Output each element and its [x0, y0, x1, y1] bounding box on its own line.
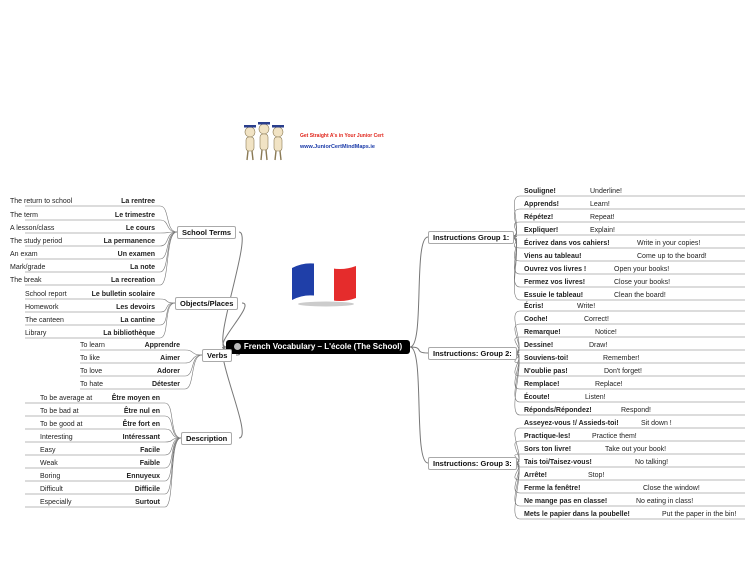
french-term: Adorer — [157, 368, 180, 375]
leaf-line — [514, 350, 587, 353]
english-meaning: An exam — [10, 251, 38, 258]
english-meaning: Mark/grade — [10, 264, 46, 271]
english-meaning: To be average at — [40, 395, 93, 402]
english-meaning: Stop! — [588, 472, 605, 479]
french-term: Faible — [139, 460, 160, 467]
french-term: Être fort en — [122, 421, 160, 428]
english-meaning: The canteen — [25, 317, 64, 324]
english-meaning: Close your books! — [614, 279, 671, 286]
french-term: Les devoirs — [116, 304, 155, 311]
english-meaning: The return to school — [10, 198, 73, 205]
english-meaning: Explain! — [590, 227, 615, 234]
french-term: Remplace! — [524, 381, 560, 388]
english-meaning: No eating in class! — [636, 498, 694, 505]
english-meaning: Draw! — [589, 342, 608, 349]
branch-node-description[interactable]: Description — [181, 432, 232, 445]
french-term: Arrête! — [524, 472, 547, 479]
trunk-line — [223, 232, 242, 347]
english-meaning: Correct! — [584, 316, 609, 323]
english-meaning: Boring — [40, 473, 61, 480]
central-topic-label: French Vocabulary – L'école (The School) — [243, 342, 403, 351]
french-term: Mets le papier dans la poubelle! — [524, 511, 630, 518]
french-term: Souligne! — [524, 188, 556, 195]
french-term: La rentree — [121, 198, 155, 205]
branch-node-instructions-3[interactable]: Instructions: Group 3: — [428, 457, 517, 470]
french-term: La recreation — [111, 277, 155, 284]
english-meaning: Write in your copies! — [637, 240, 701, 247]
trunk-line — [410, 347, 428, 463]
french-term: Ennuyeux — [126, 473, 160, 480]
french-term: Viens au tableau! — [524, 253, 582, 260]
english-meaning: Open your books! — [614, 266, 670, 273]
english-meaning: School report — [25, 291, 67, 298]
english-meaning: Homework — [25, 304, 59, 311]
french-term: Tais toi/Taisez-vous! — [524, 459, 592, 466]
french-term: Essuie le tableau! — [524, 292, 584, 299]
french-term: Aimer — [160, 355, 180, 362]
french-term: La permanence — [103, 238, 155, 245]
english-meaning: Underline! — [590, 188, 622, 195]
french-term: Remarque! — [524, 329, 561, 336]
leaf-line — [511, 235, 588, 237]
branch-node-instructions-1[interactable]: Instructions Group 1: — [428, 231, 514, 244]
english-meaning: To be good at — [40, 421, 83, 428]
french-term: Dessine! — [524, 342, 554, 349]
french-term: Ouvrez vos livres ! — [524, 266, 587, 273]
french-term: Practique-les! — [524, 433, 571, 440]
french-term: La bibliothèque — [103, 330, 155, 337]
french-term: Être nul en — [123, 408, 160, 415]
english-meaning: Take out your book! — [605, 446, 667, 453]
english-meaning: Clean the board! — [614, 292, 666, 299]
logo-url[interactable]: www.JuniorCertMindMaps.ie — [300, 144, 375, 150]
french-term: Le trimestre — [114, 212, 155, 219]
french-term: Le cours — [125, 225, 155, 232]
english-meaning: To hate — [80, 381, 103, 388]
french-term: Écrivez dans vos cahiers! — [524, 240, 610, 247]
english-meaning: Library — [25, 330, 47, 337]
english-meaning: Easy — [40, 447, 56, 454]
french-term: Souviens-toi! — [524, 355, 569, 362]
french-flag-icon — [288, 258, 360, 308]
english-meaning: To learn — [80, 342, 105, 349]
english-meaning: Put the paper in the bin! — [662, 511, 737, 518]
french-term: Sors ton livre! — [524, 446, 572, 453]
english-meaning: Notice! — [595, 329, 617, 336]
french-term: Détester — [151, 381, 180, 388]
english-meaning: Learn! — [590, 201, 610, 208]
english-meaning: To like — [80, 355, 100, 362]
french-term: Apprends! — [524, 201, 559, 208]
french-term: Difficile — [134, 486, 160, 493]
english-meaning: The break — [10, 277, 42, 284]
french-term: Facile — [140, 447, 160, 454]
french-term: Coche! — [524, 316, 548, 323]
branch-node-objects-places[interactable]: Objects/Places — [175, 297, 238, 310]
english-meaning: The study period — [10, 238, 63, 245]
french-term: Ferme la fenêtre! — [524, 485, 581, 492]
french-term: Écoute! — [524, 394, 550, 401]
english-meaning: Don't forget! — [604, 368, 642, 375]
english-meaning: To be bad at — [40, 408, 79, 415]
english-meaning: Replace! — [595, 381, 623, 388]
french-term: Intéressant — [122, 434, 160, 441]
branch-node-school-terms[interactable]: School Terms — [177, 226, 236, 239]
french-term: Être moyen en — [111, 395, 160, 402]
english-meaning: Practice them! — [592, 433, 637, 440]
french-term: Apprendre — [144, 342, 180, 349]
english-meaning: Come up to the board! — [637, 253, 707, 260]
french-term: Expliquer! — [524, 227, 559, 234]
english-meaning: Interesting — [40, 434, 73, 441]
english-meaning: Difficult — [40, 486, 63, 493]
french-term: Surtout — [135, 499, 160, 506]
english-meaning: Especially — [40, 499, 72, 506]
cartoon-students-icon — [238, 120, 298, 162]
english-meaning: Sit down ! — [641, 420, 672, 427]
branch-node-verbs[interactable]: Verbs — [202, 349, 232, 362]
english-meaning: To love — [80, 368, 103, 375]
french-term: Fermez vos livres! — [524, 279, 586, 286]
english-meaning: Weak — [40, 460, 58, 467]
logo — [238, 120, 408, 162]
english-meaning: Write! — [577, 303, 596, 310]
french-term: Réponds/Répondez! — [524, 407, 592, 414]
english-meaning: Remember! — [603, 355, 640, 362]
trunk-line — [410, 237, 428, 347]
english-meaning: The term — [10, 212, 39, 219]
central-topic[interactable] — [226, 340, 410, 354]
french-term: Écris! — [524, 303, 544, 310]
french-term: Ne mange pas en classe! — [524, 498, 608, 505]
logo-tagline: Get Straight A's in Your Junior Cert — [300, 133, 384, 139]
french-term: La cantine — [120, 317, 155, 324]
french-term: Répétez! — [524, 214, 554, 221]
branch-node-instructions-2[interactable]: Instructions: Group 2: — [428, 347, 517, 360]
english-meaning: A lesson/class — [10, 225, 55, 232]
topic-bullet-icon — [234, 343, 241, 350]
english-meaning: Close the window! — [643, 485, 700, 492]
french-term: La note — [130, 264, 155, 271]
french-term: Asseyez-vous !/ Assieds-toi! — [524, 420, 619, 427]
english-meaning: No talking! — [635, 459, 669, 466]
french-term: Le bulletin scolaire — [91, 291, 155, 298]
french-term: Un examen — [117, 251, 155, 258]
french-term: N'oublie pas! — [524, 368, 568, 375]
english-meaning: Repeat! — [590, 214, 615, 221]
english-meaning: Listen! — [585, 394, 606, 401]
english-meaning: Respond! — [621, 407, 651, 414]
